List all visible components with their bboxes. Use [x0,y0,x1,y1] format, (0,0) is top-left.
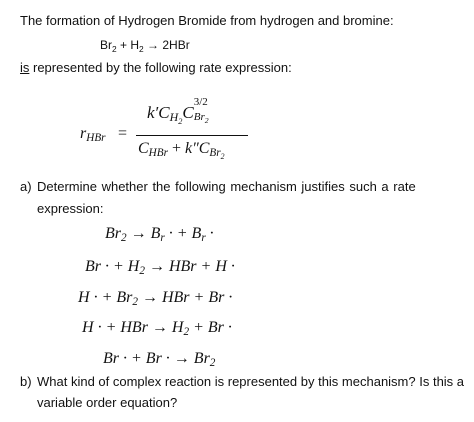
rate-denominator: $C_{HBr} + k''C_{Br_2}$ [138,140,225,161]
intro-is-word: is [20,60,30,75]
rate-equals-sign: = [118,125,128,142]
reaction-equation-text: $Br_2 + H_2 \to 2HBr$ [100,38,190,54]
mechanism-step-2: Br · + $H_2$ → HBr + H · [85,258,235,277]
intro-title: The formation of Hydrogen Bromide from hydrogen and bromine: [20,13,394,28]
question-a-label: a) [20,179,32,194]
mechanism-step-1: $Br_2 \to B_r$ · + $B_r$ · [105,225,214,244]
mechanism-step-5: Br · + Br · → $Br_2$ [103,350,216,369]
intro-rate-sentence [20,60,292,76]
mechanism-step-3: H · + $Br_2$ → HBr + Br · [78,289,233,308]
rate-fraction-bar [136,135,248,136]
rate-numerator: $k'C_{H_2}C$ 3/2 $Br_2$ [147,96,209,126]
intro-rate-text: represented by the following rate expression: [29,60,292,75]
question-b-text-line2: variable order equation? [37,395,178,410]
question-a-text-line1: Determine whether the following mechanism justifies such a rate [37,179,416,194]
question-a-text-line2: expression: [37,201,104,216]
question-b-text-line1: What kind of complex reaction is represented by this mechanism? Is this a [37,374,465,389]
rate-expression [80,96,250,167]
reaction-equation [100,37,190,53]
question-b-label: b) [20,374,32,389]
mechanism-step-4: H · + HBr → $H_2 + Br$ · [82,319,232,338]
rate-lhs: $r_{HBr}$ [80,125,106,144]
